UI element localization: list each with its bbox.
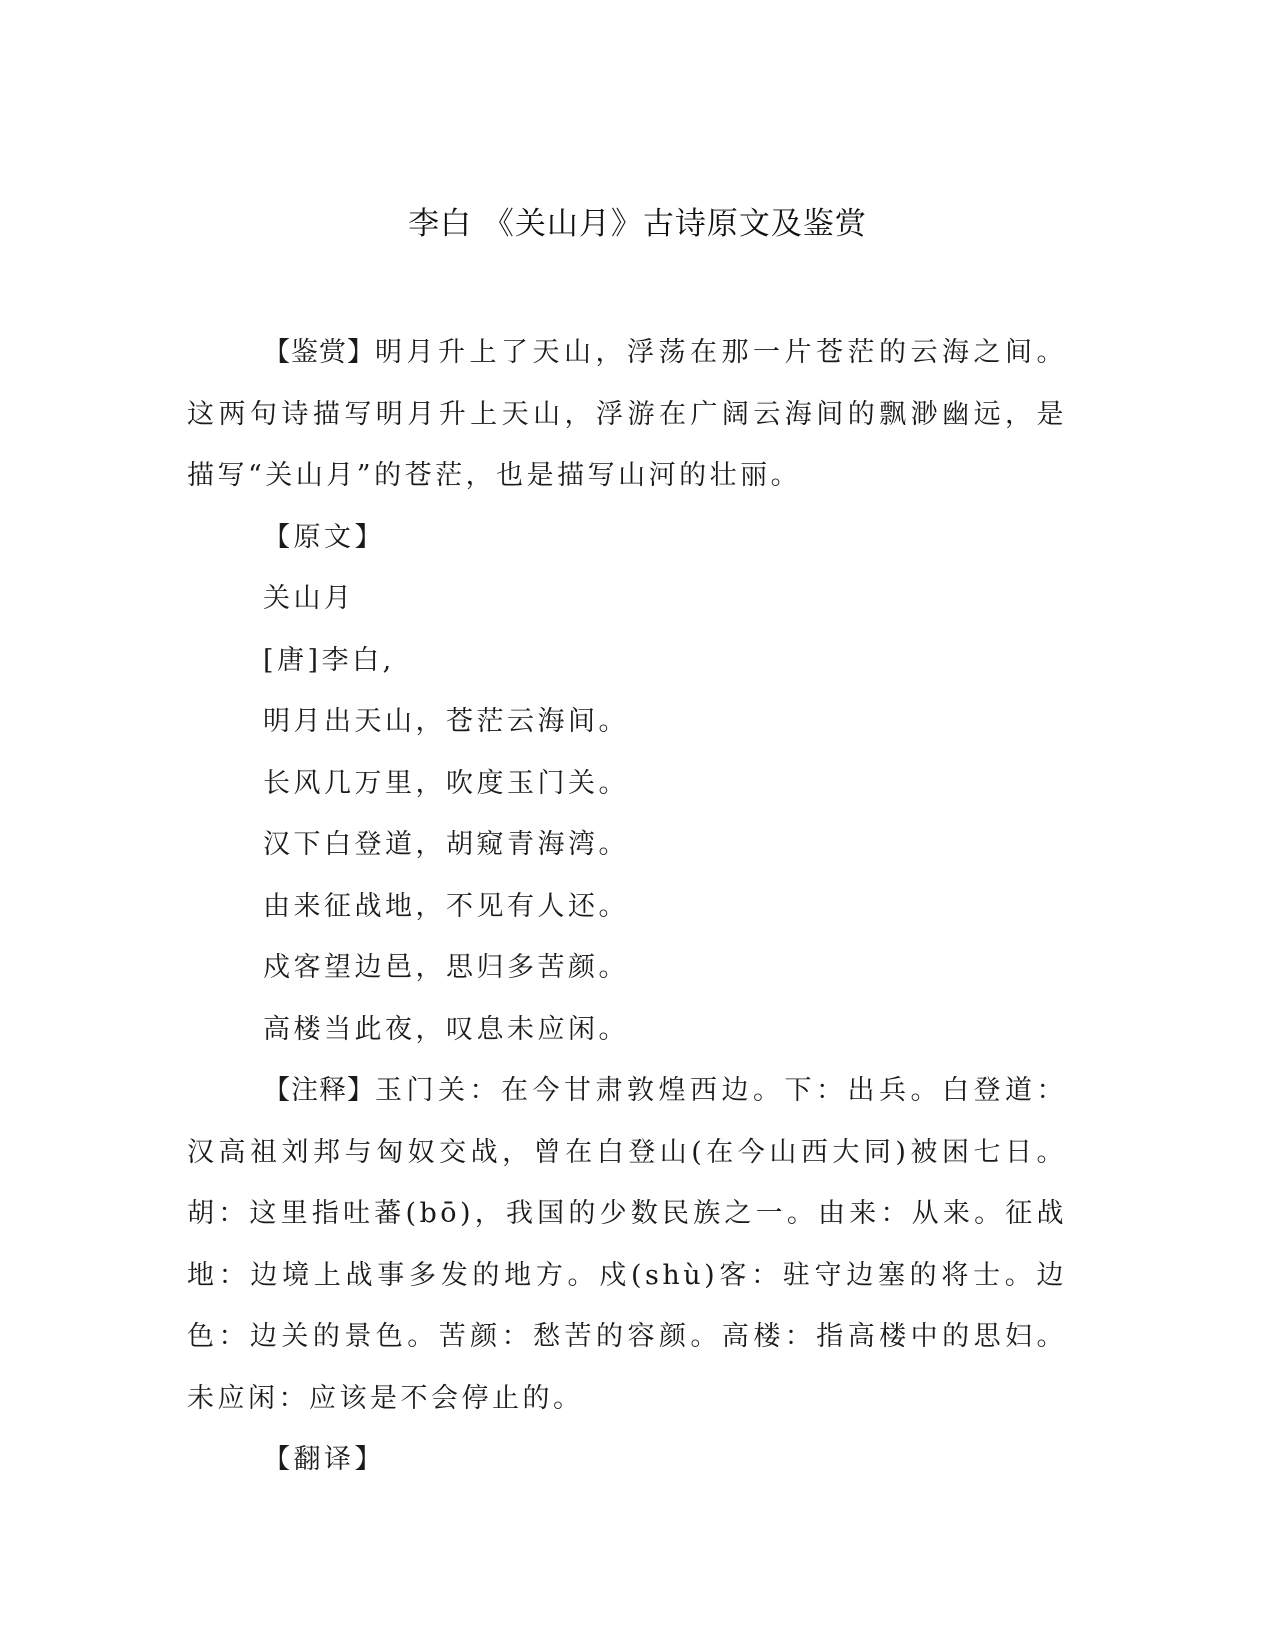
notes-paragraph (187, 1060, 1067, 1429)
appreciation-paragraph (187, 322, 1067, 507)
document-title: 李白 《关山月》古诗原文及鉴赏 (408, 206, 867, 242)
poem-title: 关山月 (263, 583, 355, 614)
poem-line: 由来征战地，不见有人还。 (263, 890, 629, 922)
poem-line: 高楼当此夜，叹息未应闲。 (263, 1013, 629, 1045)
original-label: 【原文】 (263, 521, 385, 553)
appreciation-text: 明月升上了天山，浮荡在那一片苍茫的云海之间。这两句诗描写明月升上天山，浮游在广阔云海间的飘渺幽远，是描写“关山月”的苍茫，也是描写山河的壮丽。 (187, 337, 1067, 491)
poem-line: 戍客望边邑，思归多苦颜。 (263, 952, 629, 983)
notes-text: 玉门关：在今甘肃敦煌西边。下：出兵。白登道：汉高祖刘邦与匈奴交战，曾在白登山(在今山西大同)被困七日。胡：这里指吐蕃(bō)，我国的少数民族之一。由来：从来。征战地：边境上战事多发的地方。戍(shù)客：驻守边塞的将士。边色：边关的景色。苦颜：愁苦的容颜。高楼：指高楼中的思妇。未应闲：应该是不会停止的。 (187, 1075, 1067, 1414)
poem-line: 长风几万里，吹度玉门关。 (263, 767, 629, 799)
document-body (187, 322, 1067, 1491)
translation-label: 【翻译】 (263, 1444, 385, 1475)
appreciation-label: 【鉴赏】 (263, 337, 375, 368)
poem-line: 汉下白登道，胡窥青海湾。 (263, 829, 629, 860)
notes-label: 【注释】 (263, 1075, 375, 1106)
poem-line: 明月出天山，苍茫云海间。 (263, 706, 629, 737)
poem-author: [唐]李白, (263, 644, 395, 676)
